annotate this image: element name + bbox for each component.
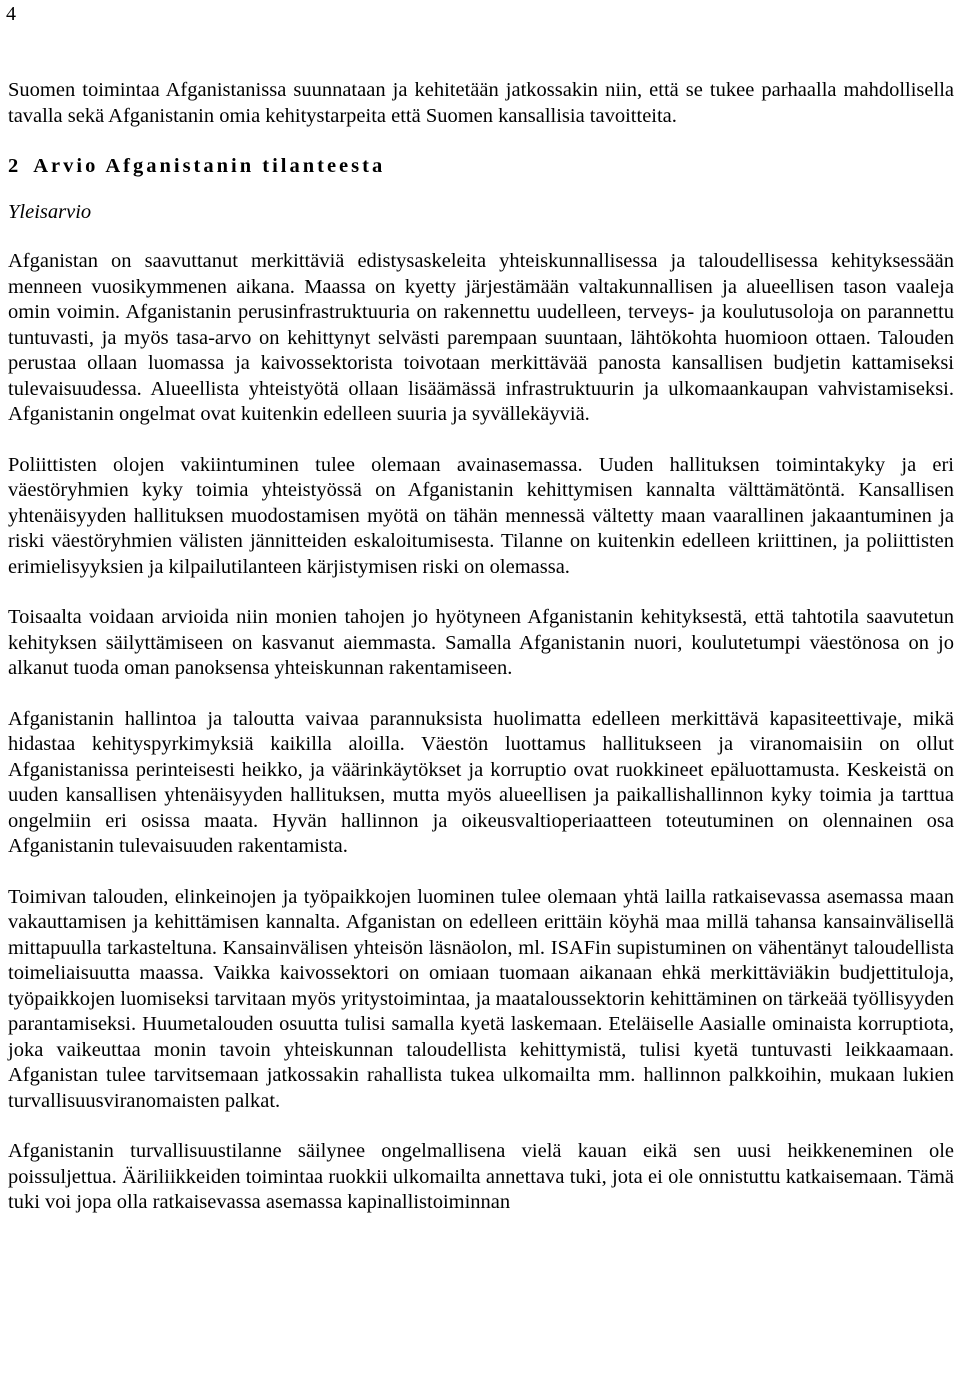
section-heading [8, 153, 954, 179]
paragraph-1: Afganistan on saavuttanut merkittäviä edistysaskeleita yhteiskunnallisessa ja taloudellisessa kehityksessään menneen vuosikymmenen aikana. Maassa on kyetty järjestämään valtakunnallisen ja alueellisen tason vaaleja omin voimin. Afganistanin perusinfrastruktuuria on rakennettu uudelleen, terveys- ja koulutusoloja on parannettu tuntuvasti, ja myös tasa-arvo on kehittynyt selvästi parempaan suuntaan, lähtökohta huomioon ottaen. Talouden perustaa ollaan luomassa ja kaivossektorista toivotaan merkittävää panosta kansallisen budjetin kattamiseksi tulevaisuudessa. Alueellista yhteistyötä ollaan lisäämässä infrastruktuurin ja ulkomaankaupan vahvistamiseksi. Afganistanin ongelmat ovat kuitenkin edelleen suuria ja syvällekäyviä. [8, 250, 954, 425]
page-number: 4 [6, 3, 16, 25]
section-title: Arvio Afganistanin tilanteesta [33, 155, 386, 177]
paragraph-5: Toimivan talouden, elinkeinojen ja työpaikkojen luominen tulee olemaan yhtä lailla ratkaisevassa asemassa maan vakauttamisen ja kehittämisen kannalta. Afganistan on edelleen erittäin köyhä maa millä tahansa kansainvälisellä mittapuulla tarkasteltuna. Kansainvälisen yhteisön läsnäolon, ml. ISAFin supistuminen on vähentänyt taloudellista toimeliaisuutta maassa. Vaikka kaivossektori on omiaan tuomaan aikanaan ehkä merkittäviäkin budjettituloja, työpaikkojen luomiseksi tarvitaan myös yritystoimintaa, ja maataloussektorin kehittäminen on tärkeää työllisyyden parantamiseksi. Huumetalouden osuutta tulisi samalla kyetä laskemaan. Eteläiselle Aasialle ominaista korruptiota, joka vaikeuttaa monin tavoin yhteiskunnan taloudellista kehittymistä, tulisi kyetä tuntuvasti leikkaamaan. Afganistan tulee tarvitsemaan jatkossakin rahallista tukea ulkomailta mm. hallinnon palkkoihin, mukaan lukien turvallisuusviranomaisten palkat. [8, 885, 954, 1112]
paragraph-4: Afganistanin hallintoa ja taloutta vaivaa parannuksista huolimatta edelleen merkittävä kapasiteettivaje, mikä hidastaa kehityspyrkimyksiä kaikilla aloilla. Väestön luottamus hallitukseen ja viranomaisiin on ollut Afganistanissa perinteisesti heikko, ja väärinkäytökset ja korruptio ovat ruokkineet epäluottamusta. Keskeistä on uuden kansallisen yhtenäisyyden hallituksen, mutta myös alueellisen ja paikallishallinnon kyky toimia ja tarttua ongelmiin eri osissa maata. Hyvän hallinnon ja oikeusvaltioperiaatteen toteutuminen on olennainen osa Afganistanin tulevaisuuden rakentamista. [8, 707, 954, 857]
paragraph-6: Afganistanin turvallisuustilanne säilynee ongelmallisena vielä kauan eikä sen uusi heikkeneminen ole poissuljettua. Ääriliikkeiden toimintaa ruokkii ulkomailta annettava tuki, jota ei ole onnistuttu katkaisemaan. Tämä tuki voi jopa olla ratkaisevassa asemassa kapinallistoiminnan [8, 1140, 954, 1213]
subheading: Yleisarvio [8, 201, 92, 223]
document-body [8, 78, 954, 1216]
section-number: 2 [8, 155, 22, 177]
paragraph-2: Poliittisten olojen vakiintuminen tulee olemaan avainasemassa. Uuden hallituksen toimintakyky ja eri väestöryhmien kyky toimia yhteistyössä on Afganistanin kehittymisen kannalta välttämätöntä. Kansallisen yhtenäisyyden hallituksen muodostamisen myötä on tähän mennessä vältetty maan vaarallinen jakaantuminen ja riski väestöryhmien välisten jännitteiden eskaloitumisesta. Tilanne on kuitenkin edelleen kriittinen, ja poliittisten erimielisyyksien ja kilpailutilanteen kärjistymisen riski on olemassa. [8, 453, 954, 578]
paragraph-3: Toisaalta voidaan arvioida niin monien tahojen jo hyötyneen Afganistanin kehityksestä, että tahtotila saavutetun kehityksen säilyttämiseen on kasvanut aiemmasta. Samalla Afganistanin nuori, koulutetumpi väestönosa on jo alkanut tuoda oman panoksensa yhteiskunnan rakentamiseen. [8, 606, 954, 679]
intro-paragraph: Suomen toimintaa Afganistanissa suunnataan ja kehitetään jatkossakin niin, että se tukee parhaalla mahdollisella tavalla sekä Afganistanin omia kehitystarpeita että Suomen kansallisia tavoitteita. [8, 79, 954, 127]
